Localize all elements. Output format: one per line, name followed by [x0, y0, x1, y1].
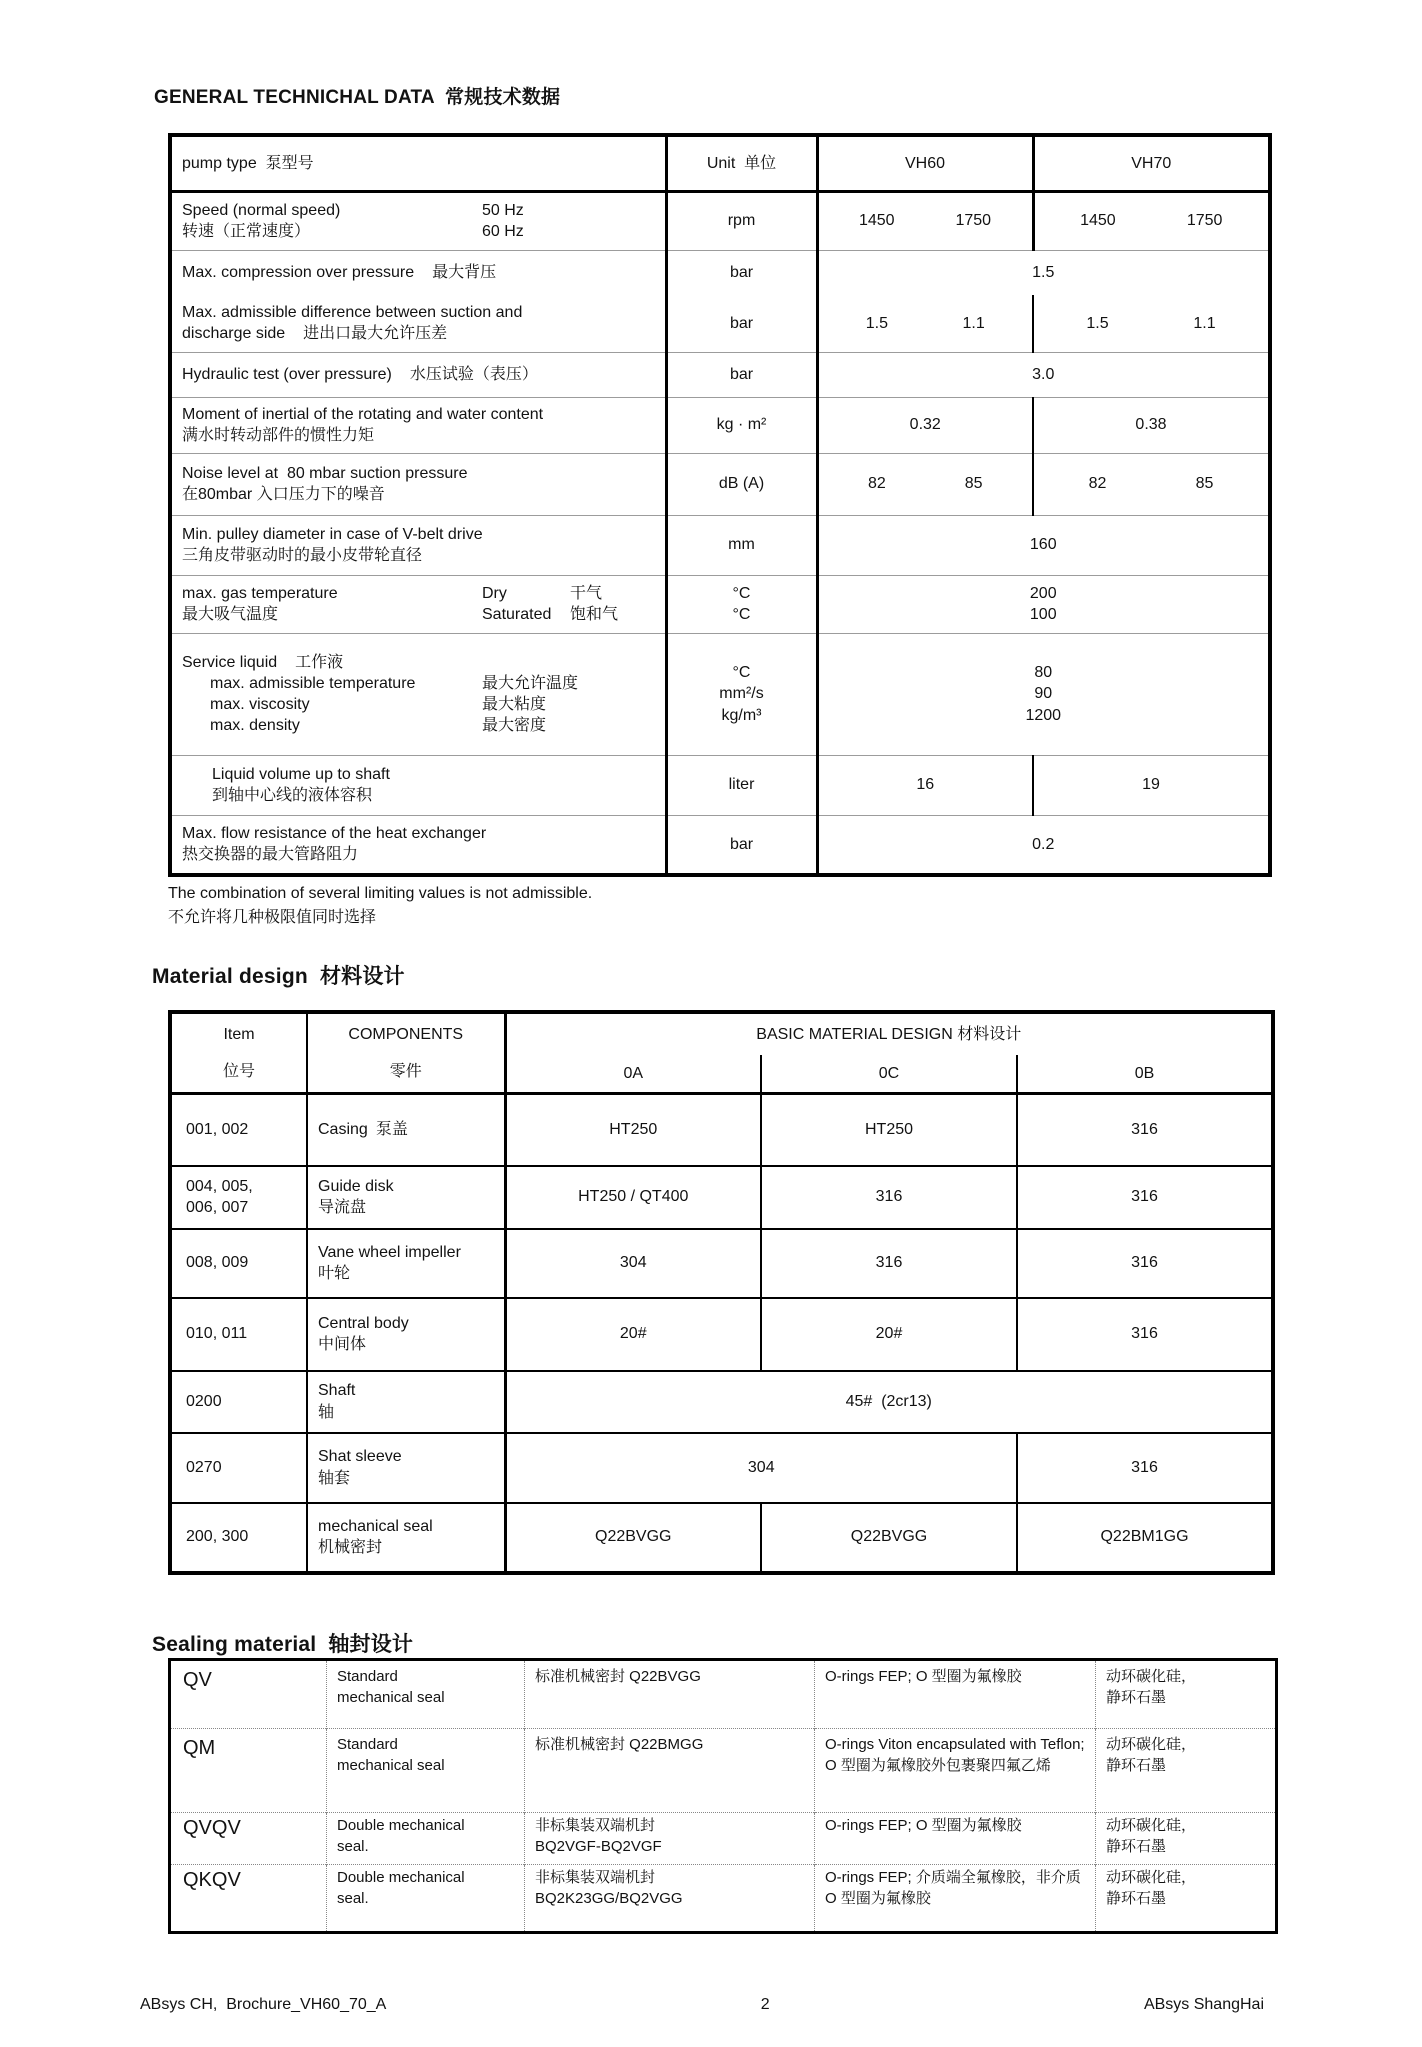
- footer-company: ABsys ShangHai: [1143, 1996, 1264, 2013]
- pulley-label-cell: [170, 515, 666, 575]
- header-unit: Unit 单位: [666, 135, 817, 191]
- shaft-comp-cn: 轴: [318, 1403, 335, 1421]
- central-comp-en: Central body: [318, 1314, 409, 1332]
- material-design-table: [168, 1010, 1275, 1575]
- sleeve-comp-cn: 轴套: [318, 1469, 351, 1487]
- compression-label-en: Max. compression over pressure: [182, 264, 415, 282]
- compression-label-cn: 最大背压: [432, 264, 497, 282]
- qv-type: [327, 1660, 525, 1729]
- qvqv-code: QVQV: [170, 1813, 327, 1865]
- material-header-basic: BASIC MATERIAL DESIGN 材料设计: [505, 1012, 1273, 1055]
- sleeve-item: 0270: [170, 1433, 307, 1503]
- gas-dry-cn: 干气: [570, 584, 603, 602]
- impeller-0c: 316: [761, 1229, 1017, 1298]
- qkqv-seal-cn-line1: 非标集装双端机封: [535, 1869, 656, 1886]
- casing-component: [307, 1094, 505, 1166]
- material-header-0a: 0A: [505, 1055, 761, 1094]
- noise-vh70-b: 85: [1195, 475, 1214, 493]
- gas-unit-dry: °C: [732, 584, 751, 602]
- admissible-label-cell: [170, 295, 666, 352]
- gas-sat-en: Saturated: [482, 606, 552, 623]
- material-row-casing: [170, 1094, 1273, 1166]
- central-0c: 20#: [761, 1298, 1017, 1371]
- material-row-shaft-sleeve: [170, 1433, 1273, 1503]
- service-units: [666, 633, 817, 755]
- material-row-impeller: [170, 1229, 1273, 1298]
- noise-label-en: Noise level at 80 mbar suction pressure: [182, 464, 468, 482]
- admissible-line2-en: discharge side: [182, 325, 286, 343]
- qvqv-type-line2: seal.: [337, 1837, 369, 1855]
- guide-item: [170, 1166, 307, 1229]
- speed-vh60-50: 1450: [858, 212, 895, 230]
- gas-values: [817, 575, 1270, 633]
- header-pump-type: pump type 泵型号: [170, 135, 666, 191]
- seal-comp-cn: 机械密封: [318, 1539, 383, 1556]
- service-i3-en: max. density: [210, 717, 300, 735]
- hydraulic-value: 3.0: [817, 352, 1270, 397]
- impeller-comp-en: Vane wheel impeller: [318, 1243, 461, 1261]
- central-item: 010, 011: [170, 1298, 307, 1371]
- service-unit-temp: °C: [732, 664, 751, 682]
- gas-unit-sat: °C: [732, 606, 751, 623]
- noise-unit: dB (A): [666, 453, 817, 515]
- volume-label-en: Liquid volume up to shaft: [212, 765, 390, 783]
- admissible-unit: bar: [666, 295, 817, 352]
- material-header-0b: 0B: [1017, 1055, 1273, 1094]
- note-en: The combination of several limiting values is not admissible.: [168, 885, 593, 902]
- qm-type-line1: Standard: [337, 1736, 398, 1753]
- footer-page-number: 2: [760, 1996, 770, 2013]
- central-comp-cn: 中间体: [318, 1336, 367, 1353]
- service-unit-visc: mm²/s: [719, 685, 764, 703]
- admissible-vh60-a: 1.5: [865, 314, 888, 332]
- material-row-guide-disk: [170, 1166, 1273, 1229]
- service-i2-en: max. viscosity: [210, 696, 310, 713]
- material-header-row1: [170, 1012, 1273, 1055]
- speed-vh60: [817, 191, 1033, 250]
- compression-label-cell: [170, 250, 666, 295]
- speed-60hz: 60 Hz: [482, 223, 524, 240]
- pulley-label-cn: 三角皮带驱动时的最小皮带轮直径: [182, 547, 423, 564]
- pulley-label-en: Min. pulley diameter in case of V-belt drive: [182, 525, 483, 543]
- material-header-item-en: Item: [223, 1026, 255, 1043]
- hydraulic-unit: bar: [666, 352, 817, 397]
- sleeve-comp-en: Shat sleeve: [318, 1448, 402, 1466]
- qvqv-seal-cn: [525, 1813, 815, 1865]
- volume-label-cell: [170, 755, 666, 815]
- qm-faces: [1096, 1729, 1277, 1813]
- qvqv-face-line2: 静环石墨: [1106, 1837, 1167, 1855]
- header-vh70: VH70: [1033, 135, 1270, 191]
- qv-face-line2: 静环石墨: [1106, 1688, 1167, 1706]
- limiting-values-note: [168, 882, 592, 930]
- service-title-en: Service liquid: [182, 653, 278, 671]
- speed-unit: rpm: [666, 191, 817, 250]
- shaft-material-span: 45# (2cr13): [505, 1371, 1273, 1433]
- material-row-mechanical-seal: [170, 1503, 1273, 1573]
- service-title-cn: 工作液: [295, 653, 344, 671]
- flow-label-cell: [170, 815, 666, 875]
- hydraulic-label-en: Hydraulic test (over pressure): [182, 365, 392, 383]
- guide-0b: 316: [1017, 1166, 1273, 1229]
- qkqv-code: QKQV: [170, 1865, 327, 1933]
- guide-comp-en: Guide disk: [318, 1177, 394, 1195]
- moment-unit: kg · m²: [666, 397, 817, 453]
- general-data-table: [168, 133, 1272, 877]
- qm-face-line2: 静环石墨: [1106, 1756, 1167, 1774]
- seal-0c: Q22BVGG: [761, 1503, 1017, 1573]
- sealing-row-qv: [170, 1660, 1277, 1729]
- row-hydraulic-test: [170, 352, 1270, 397]
- sealing-row-qkqv: [170, 1865, 1277, 1933]
- flow-unit: bar: [666, 815, 817, 875]
- gas-sat-cn: 饱和气: [570, 606, 619, 623]
- material-header-0c: 0C: [761, 1055, 1017, 1094]
- sealing-row-qvqv: [170, 1813, 1277, 1865]
- speed-vh70: [1033, 191, 1270, 250]
- sleeve-component: [307, 1433, 505, 1503]
- seal-0b: Q22BM1GG: [1017, 1503, 1273, 1573]
- casing-0a: HT250: [505, 1094, 761, 1166]
- volume-unit: liter: [666, 755, 817, 815]
- qm-code: QM: [170, 1729, 327, 1813]
- row-header: [170, 135, 1270, 191]
- central-0a: 20#: [505, 1298, 761, 1371]
- guide-0a: HT250 / QT400: [505, 1166, 761, 1229]
- row-moment-inertia: [170, 397, 1270, 453]
- shaft-component: [307, 1371, 505, 1433]
- gas-label-cell: [170, 575, 666, 633]
- sealing-row-qm: [170, 1729, 1277, 1813]
- qm-orings: O-rings Viton encapsulated with Teflon; O 型圈为氟橡胶外包裹聚四氟乙烯: [815, 1729, 1096, 1813]
- moment-label-cn: 满水时转动部件的惯性力矩: [182, 427, 375, 444]
- qkqv-face-line2: 静环石墨: [1106, 1889, 1167, 1907]
- speed-label-en: Speed (normal speed): [182, 201, 341, 219]
- guide-0c: 316: [761, 1166, 1017, 1229]
- central-0b: 316: [1017, 1298, 1273, 1371]
- sealing-material-table: [168, 1658, 1278, 1934]
- casing-item: 001, 002: [186, 1121, 249, 1139]
- qkqv-type-line1: Double mechanical: [337, 1869, 465, 1886]
- impeller-0b: 316: [1017, 1229, 1273, 1298]
- impeller-item: 008, 009: [170, 1229, 307, 1298]
- flow-label-cn: 热交换器的最大管路阻力: [182, 846, 359, 864]
- qkqv-seal-cn: [525, 1865, 815, 1933]
- noise-label-cn: 在80mbar 入口压力下的噪音: [182, 486, 385, 503]
- qm-seal-cn: 标准机械密封 Q22BMGG: [525, 1729, 815, 1813]
- qvqv-orings: O-rings FEP; O 型圈为氟橡胶: [815, 1813, 1096, 1865]
- admissible-vh70-b: 1.1: [1193, 314, 1216, 332]
- qm-face-line1: 动环碳化硅，: [1106, 1736, 1197, 1753]
- row-liquid-volume: [170, 755, 1270, 815]
- qvqv-seal-cn-line2: BQ2VGF-BQ2VGF: [535, 1837, 662, 1855]
- speed-50hz: 50 Hz: [482, 201, 524, 219]
- shaft-item: 0200: [170, 1371, 307, 1433]
- service-i2-cn: 最大粘度: [482, 696, 547, 713]
- gas-label-cn: 最大吸气温度: [182, 606, 279, 623]
- guide-item-line2: 006, 007: [186, 1199, 249, 1216]
- service-i1-en: max. admissible temperature: [210, 674, 416, 692]
- qkqv-type-line2: seal.: [337, 1889, 369, 1907]
- speed-vh60-60: 1750: [955, 212, 992, 230]
- page-title: GENERAL TECHNICHAL DATA 常规技术数据: [154, 87, 561, 108]
- row-speed: [170, 191, 1270, 250]
- service-label-cell: [170, 633, 666, 755]
- speed-label-cn: 转速（正常速度）: [182, 223, 311, 240]
- noise-vh60: [817, 453, 1033, 515]
- qm-type: [327, 1729, 525, 1813]
- qvqv-faces: [1096, 1813, 1277, 1865]
- volume-vh60: 16: [817, 755, 1033, 815]
- admissible-vh70: [1033, 295, 1270, 352]
- volume-vh70: 19: [1033, 755, 1270, 815]
- speed-vh70-50: 1450: [1080, 212, 1116, 230]
- service-value-dens: 1200: [1025, 706, 1062, 724]
- guide-item-line1: 004, 005,: [186, 1177, 253, 1195]
- row-noise-level: [170, 453, 1270, 515]
- admissible-line1: Max. admissible difference between suction and: [182, 304, 523, 322]
- footer-document-id: ABsys CH, Brochure_VH60_70_A: [140, 1996, 387, 2013]
- qv-orings: O-rings FEP; O 型圈为氟橡胶: [815, 1660, 1096, 1729]
- impeller-0a: 304: [505, 1229, 761, 1298]
- qvqv-type: [327, 1813, 525, 1865]
- gas-unit: [666, 575, 817, 633]
- qvqv-seal-cn-line1: 非标集装双端机封: [535, 1817, 656, 1834]
- speed-vh70-60: 1750: [1186, 212, 1223, 230]
- service-i3-cn: 最大密度: [482, 717, 547, 735]
- seal-item: 200, 300: [170, 1503, 307, 1573]
- qkqv-face-line1: 动环碳化硅，: [1106, 1869, 1197, 1886]
- row-flow-resistance: [170, 815, 1270, 875]
- row-compression: [170, 250, 1270, 295]
- sealing-material-heading: Sealing material 轴封设计: [152, 1633, 414, 1656]
- central-component: [307, 1298, 505, 1371]
- moment-vh70: 0.38: [1033, 397, 1270, 453]
- casing-0b: 316: [1017, 1094, 1273, 1166]
- moment-label-cell: [170, 397, 666, 453]
- shaft-comp-en: Shaft: [318, 1382, 356, 1400]
- qv-code: QV: [183, 1669, 212, 1691]
- noise-vh60-b: 85: [964, 475, 983, 493]
- qv-seal-cn: 标准机械密封 Q22BVGG: [525, 1660, 815, 1729]
- material-header-components: [307, 1012, 505, 1094]
- guide-component: [307, 1166, 505, 1229]
- material-header-item: [170, 1012, 307, 1094]
- gas-dry-en: Dry: [482, 584, 507, 602]
- seal-comp-en: mechanical seal: [318, 1517, 433, 1535]
- qv-faces: [1096, 1660, 1277, 1729]
- service-value-temp: 80: [1034, 664, 1053, 682]
- row-service-liquid: [170, 633, 1270, 755]
- row-gas-temperature: [170, 575, 1270, 633]
- material-row-shaft: [170, 1371, 1273, 1433]
- sleeve-0b: 316: [1017, 1433, 1273, 1503]
- pulley-value: 160: [817, 515, 1270, 575]
- gas-label-en: max. gas temperature: [182, 584, 338, 602]
- sleeve-0a-0c: 304: [505, 1433, 1017, 1503]
- qkqv-type: [327, 1865, 525, 1933]
- qkqv-faces: [1096, 1865, 1277, 1933]
- admissible-line2-cn: 进出口最大允许压差: [303, 325, 448, 343]
- qvqv-face-line1: 动环碳化硅，: [1106, 1817, 1197, 1834]
- moment-vh60: 0.32: [817, 397, 1033, 453]
- hydraulic-label-cell: [170, 352, 666, 397]
- casing-comp-cn: 泵盖: [375, 1121, 408, 1139]
- flow-value: 0.2: [817, 815, 1270, 875]
- material-header-comp-en: COMPONENTS: [348, 1026, 464, 1043]
- service-values: [817, 633, 1270, 755]
- qkqv-orings: O-rings FEP; 介质端全氟橡胶，非介质 O 型圈为氟橡胶: [815, 1865, 1096, 1933]
- seal-component: [307, 1503, 505, 1573]
- qv-type-line2: mechanical seal: [337, 1688, 445, 1706]
- qkqv-seal-cn-line2: BQ2K23GG/BQ2VGG: [535, 1889, 683, 1907]
- impeller-component: [307, 1229, 505, 1298]
- casing-comp-en: Casing: [318, 1121, 368, 1139]
- guide-comp-cn: 导流盘: [318, 1199, 367, 1216]
- hydraulic-label-cn: 水压试验（表压）: [409, 365, 538, 383]
- material-header-item-cn: 位号: [222, 1063, 255, 1080]
- admissible-vh60-b: 1.1: [962, 314, 985, 332]
- service-i1-cn: 最大允许温度: [482, 674, 579, 692]
- header-vh60: VH60: [817, 135, 1033, 191]
- noise-label-cell: [170, 453, 666, 515]
- pulley-unit: mm: [666, 515, 817, 575]
- gas-value-dry: 200: [1029, 584, 1057, 602]
- material-row-central-body: [170, 1298, 1273, 1371]
- volume-label-cn: 到轴中心线的液体容积: [212, 787, 373, 804]
- noise-vh60-a: 82: [867, 475, 886, 493]
- note-cn: 不允许将几种极限值同时选择: [168, 909, 377, 926]
- seal-0a: Q22BVGG: [505, 1503, 761, 1573]
- gas-value-sat: 100: [1029, 606, 1057, 623]
- qm-type-line2: mechanical seal: [337, 1756, 445, 1774]
- admissible-vh70-a: 1.5: [1086, 314, 1109, 332]
- qv-type-line1: Standard: [337, 1668, 398, 1685]
- moment-label-en: Moment of inertial of the rotating and water content: [182, 405, 544, 423]
- noise-vh70: [1033, 453, 1270, 515]
- admissible-vh60: [817, 295, 1033, 352]
- service-value-visc: 90: [1034, 685, 1053, 703]
- qv-face-line1: 动环碳化硅，: [1106, 1668, 1197, 1685]
- material-design-heading: Material design 材料设计: [152, 965, 405, 988]
- qvqv-type-line1: Double mechanical: [337, 1817, 465, 1834]
- compression-unit: bar: [666, 250, 817, 295]
- noise-vh70-a: 82: [1088, 475, 1107, 493]
- speed-label-cell: [170, 191, 666, 250]
- impeller-comp-cn: 叶轮: [318, 1265, 351, 1282]
- service-unit-dens: kg/m³: [721, 706, 762, 724]
- row-pulley-diameter: [170, 515, 1270, 575]
- casing-0c: HT250: [761, 1094, 1017, 1166]
- row-admissible-diff: [170, 295, 1270, 352]
- page-footer: [140, 1996, 1264, 2014]
- material-header-comp-cn: 零件: [389, 1063, 422, 1080]
- compression-value: 1.5: [817, 250, 1270, 295]
- flow-label-en: Max. flow resistance of the heat exchanger: [182, 825, 487, 843]
